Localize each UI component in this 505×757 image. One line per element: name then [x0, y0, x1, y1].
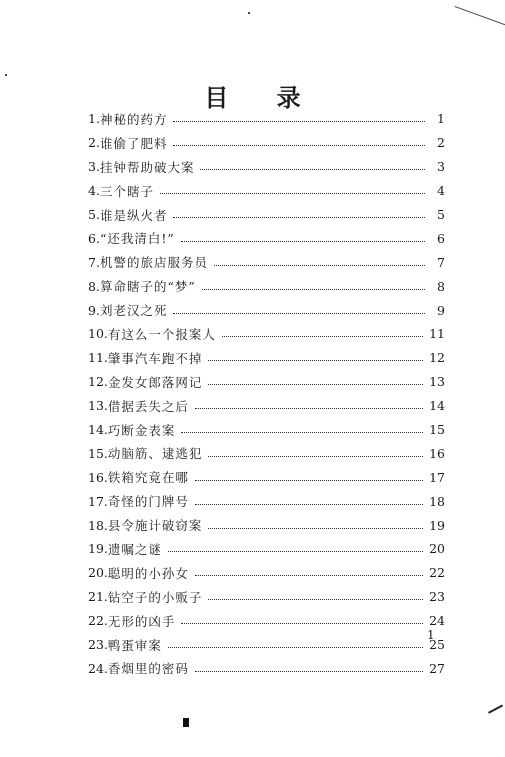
toc-dot-leader: [208, 599, 423, 600]
toc-entry-title: 无形的凶手: [107, 613, 176, 629]
toc-entry: [88, 298, 445, 322]
toc-entry-title: 有这么一个报案人: [107, 326, 216, 342]
toc-entry-title: 钻空子的小贩子: [107, 589, 203, 605]
toc-entry-title: 挂钟帮助破大案: [99, 159, 195, 175]
toc-entry-page: 19: [429, 517, 445, 533]
table-of-contents: [88, 107, 445, 680]
toc-entry-page: 16: [429, 445, 445, 461]
toc-entry-title: 谁是纵火者: [99, 207, 168, 223]
toc-entry-title: 县令施计破窃案: [107, 518, 203, 534]
toc-dot-leader: [200, 169, 425, 170]
toc-entry: [88, 609, 445, 633]
toc-dot-leader: [208, 456, 423, 457]
toc-entry-page: 1: [437, 111, 445, 127]
toc-entry-page: 20: [429, 541, 445, 557]
toc-entry-title: 刘老汉之死: [99, 303, 168, 319]
toc-entry-number: 7.: [88, 254, 100, 270]
scan-artifact-line: [455, 6, 505, 27]
toc-entry-page: 13: [429, 374, 445, 390]
toc-entry: [88, 250, 445, 274]
toc-entry-number: 14.: [88, 422, 108, 438]
toc-entry-page: 27: [429, 660, 445, 676]
toc-entry-number: 24.: [88, 660, 108, 676]
toc-entry: [88, 131, 445, 155]
toc-entry: [88, 537, 445, 561]
toc-dot-leader: [181, 623, 423, 624]
toc-entry-title: 香烟里的密码: [107, 661, 189, 677]
toc-entry-title: 算命瞎子的“梦”: [99, 279, 196, 295]
toc-dot-leader: [173, 121, 425, 122]
toc-entry-page: 25: [429, 637, 445, 653]
toc-entry-title: 机警的旅店服务员: [99, 255, 208, 271]
toc-entry-title: 鸭蛋审案: [107, 637, 162, 653]
toc-entry-page: 15: [429, 422, 445, 438]
toc-entry-page: 14: [429, 398, 445, 414]
toc-entry: [88, 513, 445, 537]
toc-entry-number: 4.: [88, 183, 100, 199]
toc-entry-title: 奇怪的门牌号: [107, 494, 189, 510]
toc-entry-title: 巧断金表案: [107, 422, 176, 438]
toc-entry-title: 三个瞎子: [99, 183, 154, 199]
toc-entry: [88, 274, 445, 298]
toc-entry: [88, 226, 445, 250]
toc-dot-leader: [208, 384, 423, 385]
toc-entry-page: 4: [437, 183, 445, 199]
toc-entry-number: 22.: [88, 613, 108, 629]
toc-dot-leader: [168, 647, 423, 648]
toc-entry: [88, 346, 445, 370]
toc-entry-number: 15.: [88, 445, 108, 461]
toc-entry-title: 遗嘱之谜: [107, 541, 162, 557]
toc-entry-number: 20.: [88, 565, 108, 581]
toc-entry-number: 9.: [88, 302, 100, 318]
toc-dot-leader: [181, 432, 423, 433]
toc-entry-number: 3.: [88, 159, 100, 175]
toc-dot-leader: [195, 480, 423, 481]
toc-entry-number: 2.: [88, 135, 100, 151]
toc-entry-number: 17.: [88, 493, 108, 509]
toc-entry: [88, 561, 445, 585]
toc-entry: [88, 107, 445, 131]
toc-entry-page: 11: [429, 326, 445, 342]
toc-entry: [88, 322, 445, 346]
toc-entry-title: 借据丢失之后: [107, 398, 189, 414]
toc-dot-leader: [208, 360, 423, 361]
toc-entry-number: 23.: [88, 637, 108, 653]
toc-entry-number: 18.: [88, 517, 108, 533]
toc-entry-title: 聪明的小孙女: [107, 565, 189, 581]
toc-entry-title: 金发女郎落网记: [107, 374, 203, 390]
toc-dot-leader: [160, 193, 425, 194]
toc-dot-leader: [195, 671, 423, 672]
toc-entry-title: 动脑筋、逮逃犯: [107, 446, 203, 462]
toc-entry-page: 24: [429, 613, 445, 629]
toc-entry-title: 谁偷了肥料: [99, 135, 168, 151]
toc-entry: [88, 418, 445, 442]
toc-entry: [88, 489, 445, 513]
toc-entry: [88, 155, 445, 179]
toc-dot-leader: [181, 241, 425, 242]
toc-entry-number: 19.: [88, 541, 108, 557]
toc-entry-number: 16.: [88, 469, 108, 485]
toc-entry-title: 神秘的药方: [99, 111, 168, 127]
toc-entry: [88, 465, 445, 489]
toc-dot-leader: [195, 504, 423, 505]
toc-entry-title: 肇事汽车跑不掉: [107, 350, 203, 366]
toc-entry: [88, 179, 445, 203]
toc-entry: [88, 633, 445, 657]
toc-entry-page: 22: [429, 565, 445, 581]
toc-dot-leader: [222, 336, 423, 337]
toc-dot-leader: [202, 289, 425, 290]
toc-dot-leader: [195, 575, 423, 576]
toc-entry-page: 23: [429, 589, 445, 605]
page-title: 目 录: [204, 83, 321, 113]
page-number: 1: [427, 628, 435, 642]
toc-entry-number: 11.: [88, 350, 108, 366]
toc-entry-title: 铁箱究竟在哪: [107, 470, 189, 486]
toc-entry-number: 6.: [88, 230, 100, 246]
toc-entry-number: 12.: [88, 374, 108, 390]
scan-artifact-dot: [5, 74, 7, 76]
toc-entry: [88, 394, 445, 418]
toc-dot-leader: [214, 265, 425, 266]
toc-entry-page: 5: [437, 207, 445, 222]
toc-entry-page: 8: [437, 278, 445, 294]
toc-entry-page: 9: [437, 302, 445, 318]
toc-entry-number: 5.: [88, 207, 100, 222]
toc-dot-leader: [168, 551, 423, 552]
toc-entry-page: 2: [437, 135, 445, 151]
scan-artifact-dot: [248, 12, 250, 14]
print-mark: [183, 718, 189, 727]
toc-entry: [88, 656, 445, 680]
toc-entry-page: 6: [437, 230, 445, 246]
toc-dot-leader: [208, 528, 423, 529]
toc-entry-page: 18: [429, 493, 445, 509]
toc-dot-leader: [173, 217, 425, 218]
toc-entry-number: 8.: [88, 278, 100, 294]
toc-entry: [88, 441, 445, 465]
toc-entry-page: 7: [437, 254, 445, 270]
toc-entry: [88, 203, 445, 227]
toc-dot-leader: [173, 313, 425, 314]
toc-entry: [88, 585, 445, 609]
toc-entry-page: 17: [429, 469, 445, 485]
toc-dot-leader: [173, 145, 425, 146]
toc-entry-page: 12: [429, 350, 445, 366]
toc-entry-page: 3: [437, 159, 445, 175]
scan-artifact-mark: [488, 704, 503, 713]
toc-entry-number: 10.: [88, 326, 108, 342]
toc-entry-number: 13.: [88, 398, 108, 414]
toc-dot-leader: [195, 408, 423, 409]
toc-entry-number: 21.: [88, 589, 108, 605]
toc-entry-number: 1.: [88, 111, 100, 127]
toc-entry-title: “还我清白!”: [99, 231, 175, 247]
toc-entry: [88, 370, 445, 394]
